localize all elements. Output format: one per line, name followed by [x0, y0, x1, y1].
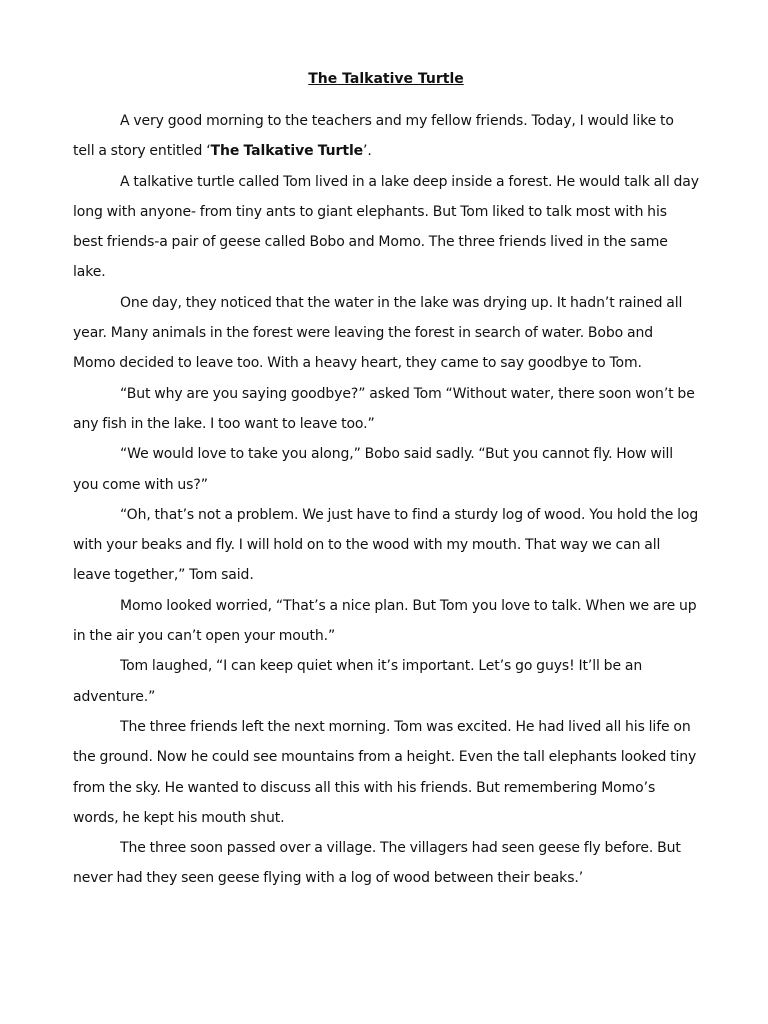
intro-text-before: A very good morning to the teachers and my fellow friends. Today, I would like to tell a story entitled ‘: [73, 113, 674, 160]
paragraph: “But why are you saying goodbye?” asked Tom “Without water, there soon won’t be any fish in the lake. I too want to leave too.”: [73, 385, 695, 432]
paragraph-intro: [73, 106, 699, 167]
paragraph: One day, they noticed that the water in the lake was drying up. It hadn’t rained all year. Many animals in the forest were leaving the forest in search of water. Bobo and Momo decided to leave too. With a heavy heart, they came to say goodbye to Tom.: [73, 294, 683, 372]
paragraph: “Oh, that’s not a problem. We just have to find a sturdy log of wood. You hold the log with your beaks and fly. I will hold on to the wood with my mouth. That way we can all leave together,” Tom said.: [73, 506, 699, 584]
document-page: [73, 70, 699, 894]
paragraph: “We would love to take you along,” Bobo said sadly. “But you cannot fly. How will you come with us?”: [73, 446, 674, 493]
paragraph: The three friends left the next morning. Tom was excited. He had lived all his life on the ground. Now he could see mountains from a height. Even the tall elephants looked tiny from the sky. He wanted to discuss all this with his friends. But remembering Momo’s words, he kept his mouth shut.: [73, 718, 697, 826]
intro-story-title: The Talkative Turtle: [210, 143, 364, 160]
paragraph: Tom laughed, “I can keep quiet when it’s important. Let’s go guys! It’ll be an adventure.”: [73, 658, 643, 705]
paragraph: A talkative turtle called Tom lived in a lake deep inside a forest. He would talk all day long with anyone- from tiny ants to giant elephants. But Tom liked to talk most with his best friends-a pair of geese called Bobo and Momo. The three friends lived in the same lake.: [73, 173, 699, 281]
paragraph: Momo looked worried, “That’s a nice plan. But Tom you love to talk. When we are up in the air you can’t open your mouth.”: [73, 597, 697, 645]
paragraph: The three soon passed over a village. The villagers had seen geese fly before. But never had they seen geese flying with a log of wood between their beaks.’: [73, 840, 681, 887]
intro-text-after: ’.: [363, 143, 372, 160]
document-title: The Talkative Turtle: [308, 71, 464, 87]
